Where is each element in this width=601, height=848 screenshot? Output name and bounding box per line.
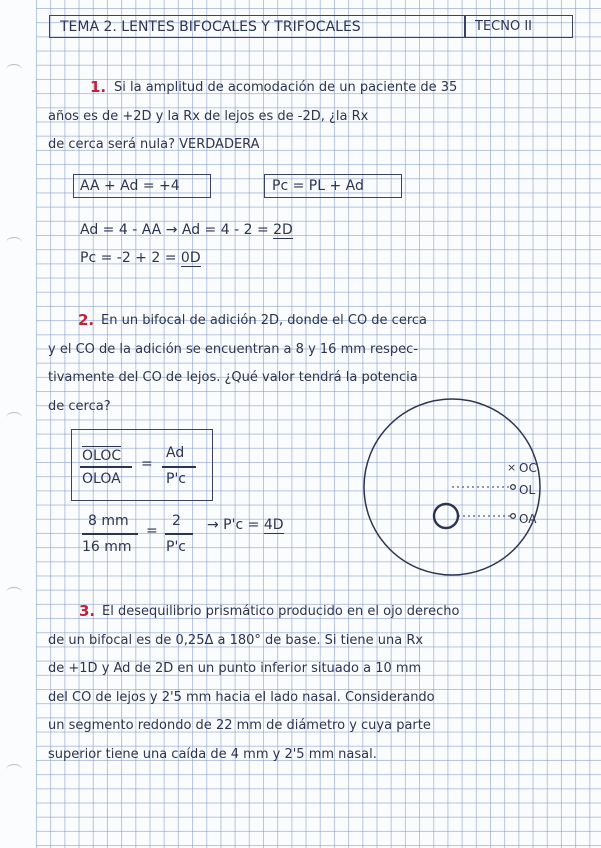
- q3-line-3: de +1D y Ad de 2D en un punto inferior situado a 10 mm: [48, 661, 422, 676]
- q1-calc-1-result: 2D: [273, 222, 293, 238]
- label-oc: OC: [519, 461, 537, 475]
- page-title: TEMA 2. LENTES BIFOCALES Y TRIFOCALES: [60, 19, 361, 35]
- frac-equals-2: =: [146, 523, 158, 539]
- q3-line-4: del CO de lejos y 2'5 mm hacia el lado nasal. Considerando: [48, 690, 435, 705]
- q1-calc-2-expression: Pc = -2 + 2 =: [80, 250, 181, 266]
- q1-line-2: años es de +2D y la Rx de lejos es de -2D, ¿la Rx: [48, 109, 369, 124]
- frac2-denominator: P'c: [166, 471, 186, 487]
- q1-number: 1.: [90, 78, 107, 96]
- q2-number: 2.: [78, 311, 95, 329]
- frac2-numerator: Ad: [166, 445, 185, 461]
- frac3-denominator: 16 mm: [82, 539, 132, 555]
- q3-line-6: superior tiene una caída de 4 mm y 2'5 mm nasal.: [48, 747, 377, 762]
- q2-result: 4D: [263, 517, 284, 533]
- oc-cross-icon: ×: [507, 461, 517, 474]
- frac1-numerator: OLOC: [82, 448, 122, 464]
- frac4-numerator: 2: [172, 513, 181, 529]
- q1-calc-1-expression: Ad = 4 - AA → Ad = 4 - 2 =: [80, 222, 274, 238]
- q3-line-5: un segmento redondo de 22 mm de diámetro y cuya parte: [48, 718, 431, 733]
- frac1-denominator: OLOA: [82, 471, 121, 487]
- q2-line-2: y el CO de la adición se encuentran a 8 y 16 mm respec-: [48, 342, 418, 357]
- q3-number: 3.: [79, 602, 96, 620]
- q2-line-3: tivamente del CO de lejos. ¿Qué valor tendrá la potencia: [48, 370, 418, 385]
- q1-line-3: de cerca será nula? VERDADERA: [48, 137, 260, 152]
- q1-line-1: Si la amplitud de acomodación de un paciente de 35: [114, 80, 458, 95]
- formula-near-power: Pc = PL + Ad: [272, 178, 364, 194]
- q3-line-2: de un bifocal es de 0,25Δ a 180° de base. Si tiene una Rx: [48, 633, 424, 648]
- oa-point-icon: [511, 514, 516, 519]
- segment-outline: [434, 504, 458, 528]
- course-label: TECNO II: [475, 19, 532, 34]
- q1-calc-2-result: 0D: [180, 250, 201, 266]
- frac4-denominator: P'c: [166, 539, 186, 555]
- label-oa: OA: [519, 512, 537, 526]
- q2-arrow-text: → P'c =: [207, 517, 264, 533]
- ol-point-icon: [511, 485, 516, 490]
- label-ol: OL: [519, 483, 536, 497]
- q3-line-1: El desequilibrio prismático producido en el ojo derecho: [102, 604, 460, 619]
- formula-accommodation: AA + Ad = +4: [80, 178, 180, 194]
- q2-line-1: En un bifocal de adición 2D, donde el CO de cerca: [101, 313, 428, 328]
- frac3-numerator: 8 mm: [88, 513, 129, 529]
- frac-equals: =: [141, 456, 153, 472]
- q2-line-4: de cerca?: [48, 399, 111, 414]
